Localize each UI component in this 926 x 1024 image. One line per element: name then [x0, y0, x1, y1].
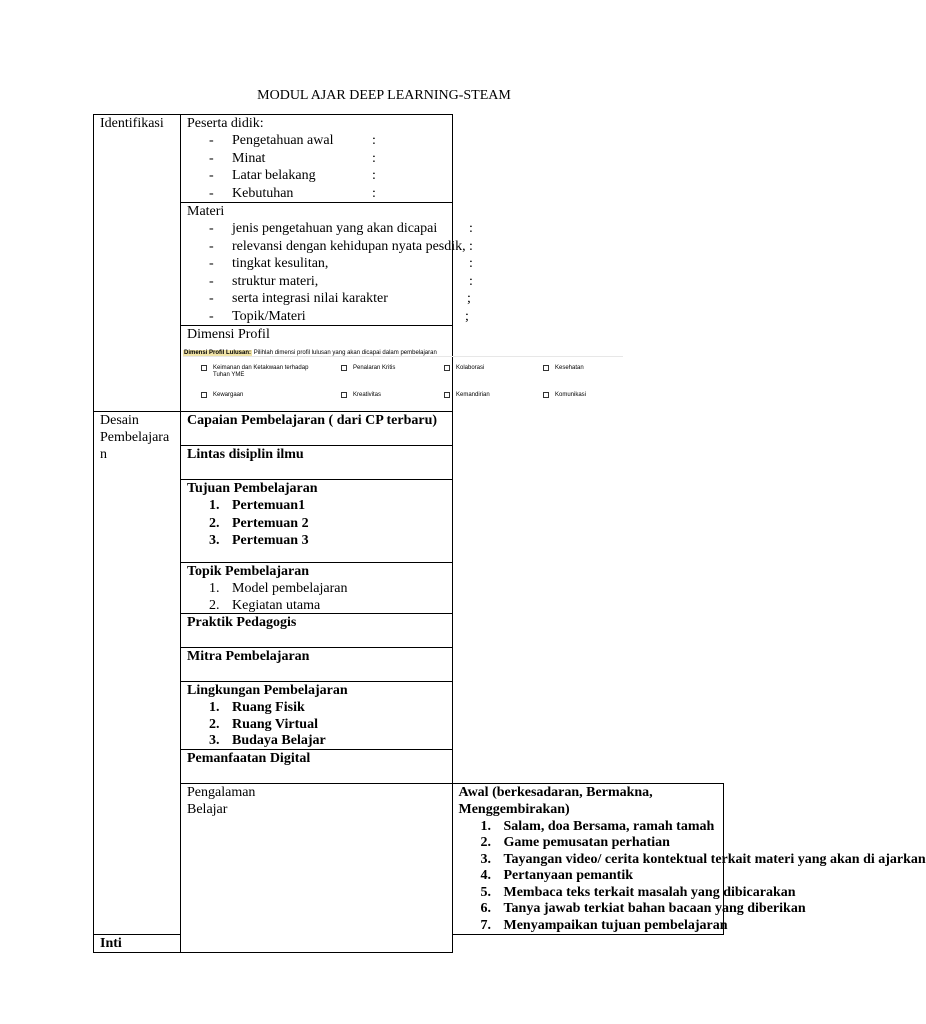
list-item: 3. Tayangan video/ cerita kontektual terkait materi yang akan di ajarkan — [480, 851, 926, 867]
list-item: - serta integrasi nilai karakter ; — [209, 291, 471, 306]
row-praktik — [94, 614, 724, 648]
list-item: 2. Game pemusatan perhatian — [480, 835, 670, 851]
tujuan-heading: Tujuan Pembelajaran — [187, 481, 318, 496]
checkbox-icon — [444, 392, 450, 398]
checkbox-icon — [341, 392, 347, 398]
row-topik — [94, 563, 724, 614]
cell-topik-pembelajaran — [181, 563, 453, 614]
cell-praktik-pedagogis: Praktik Pedagogis — [181, 614, 453, 648]
list-item: 1. Model pembelajaran — [209, 581, 348, 596]
cell-dimensi-profil — [181, 326, 587, 412]
list-item: - Pengetahuan awal : — [209, 133, 376, 148]
awal-heading: Awal (berkesadaran, Bermakna, Menggembirakan) — [458, 784, 653, 817]
list-item: 2. Ruang Virtual — [209, 716, 318, 732]
checkbox-icon — [341, 365, 347, 371]
row-lintas — [94, 446, 724, 480]
row-materi — [94, 203, 724, 326]
modul-table — [93, 114, 926, 953]
topik-heading: Topik Pembelajaran — [187, 564, 309, 579]
dimensi-panel-hint: Pilihlah dimensi profil lulusan yang akan dicapai dalam pembelajaran — [253, 350, 437, 356]
label-desain-pembelajaran: Desain Pembelajara n — [94, 412, 181, 935]
list-item: 6. Tanya jawab terkiat bahan bacaan yang diberikan — [480, 901, 806, 917]
list-item: 1. Ruang Fisik — [209, 700, 305, 715]
list-item: 5. Membaca teks terkait masalah yang dibicarakan — [480, 884, 796, 900]
checkbox-kolaborasi[interactable]: Kolaborasi — [444, 365, 484, 372]
checkbox-icon — [543, 365, 549, 371]
dimensi-heading: Dimensi Profil — [187, 327, 270, 342]
list-item: 3. Pertemuan 3 — [209, 533, 309, 548]
list-item: 2. Pertemuan 2 — [209, 515, 309, 531]
checkbox-icon — [201, 392, 207, 398]
cell-tujuan-pembelajaran — [181, 480, 453, 563]
cell-lingkungan-pembelajaran — [181, 682, 453, 750]
cell-lintas-disiplin: Lintas disiplin ilmu — [181, 446, 453, 480]
dimensi-profil-panel — [183, 343, 587, 409]
cell-capaian-pembelajaran: Capaian Pembelajaran ( dari CP terbaru) — [181, 412, 453, 446]
list-item: - tingkat kesulitan, : — [209, 256, 473, 271]
row-awal — [94, 783, 724, 934]
checkbox-kewargaan[interactable]: Kewargaan — [201, 392, 243, 399]
checkbox-penalaran-kritis[interactable]: Penalaran Kritis — [341, 365, 395, 372]
cell-pemanfaatan-digital: Pemanfaatan Digital — [181, 749, 453, 783]
list-item: 1. Salam, doa Bersama, ramah tamah — [480, 818, 715, 834]
row-dimensi — [94, 326, 724, 412]
list-item: - Topik/Materi ; — [209, 308, 469, 324]
cell-awal — [452, 783, 926, 934]
dimensi-panel-header — [183, 345, 437, 362]
row-lingkungan — [94, 682, 724, 750]
row-peserta — [94, 115, 724, 203]
list-item: - struktur materi, : — [209, 273, 473, 289]
checkbox-kemandirian[interactable]: Kemandirian — [444, 392, 490, 399]
checkbox-icon — [444, 365, 450, 371]
row-pemanfaatan — [94, 749, 724, 783]
label-pengalaman-belajar: Pengalaman Belajar — [181, 783, 453, 952]
list-item: 1. Pertemuan1 — [209, 498, 306, 513]
dimensi-panel-label: Dimensi Profil Lulusan: — [184, 350, 252, 356]
list-item: 3. Budaya Belajar — [209, 733, 326, 748]
list-item: 7. Menyampaikan tujuan pembelajaran — [480, 918, 728, 934]
row-capaian — [94, 412, 724, 446]
label-identifikasi: Identifikasi — [94, 115, 181, 412]
materi-heading: Materi — [187, 204, 225, 219]
lingkungan-heading: Lingkungan Pembelajaran — [187, 683, 348, 698]
checkbox-keimanan[interactable]: Keimanan dan Ketakwaan terhadap Tuhan YME — [201, 365, 308, 379]
row-tujuan — [94, 480, 724, 563]
document-title: MODUL AJAR DEEP LEARNING-STEAM — [257, 88, 511, 103]
checkbox-kesehatan[interactable]: Kesehatan — [543, 365, 584, 372]
cell-materi — [181, 203, 473, 326]
cell-mitra-pembelajaran: Mitra Pembelajaran — [181, 648, 453, 682]
cell-peserta-didik — [181, 115, 453, 203]
divider — [183, 356, 623, 357]
list-item: 4. Pertanyaan pemantik — [480, 868, 633, 884]
list-item: - Kebutuhan : — [209, 185, 376, 201]
list-item: - jenis pengetahuan yang akan dicapai : — [209, 221, 473, 236]
checkbox-icon — [201, 365, 207, 371]
cell-inti: Inti — [94, 934, 181, 952]
list-item: - Latar belakang : — [209, 168, 376, 183]
checkbox-komunikasi[interactable]: Komunikasi — [543, 392, 586, 399]
checkbox-icon — [543, 392, 549, 398]
peserta-heading: Peserta didik: — [187, 116, 264, 131]
list-item: - relevansi dengan kehidupan nyata pesdik, : — [209, 238, 473, 254]
checkbox-kreativitas[interactable]: Kreativitas — [341, 392, 381, 399]
list-item: - Minat : — [209, 150, 376, 166]
list-item: 2. Kegiatan utama — [209, 597, 321, 613]
row-mitra — [94, 648, 724, 682]
